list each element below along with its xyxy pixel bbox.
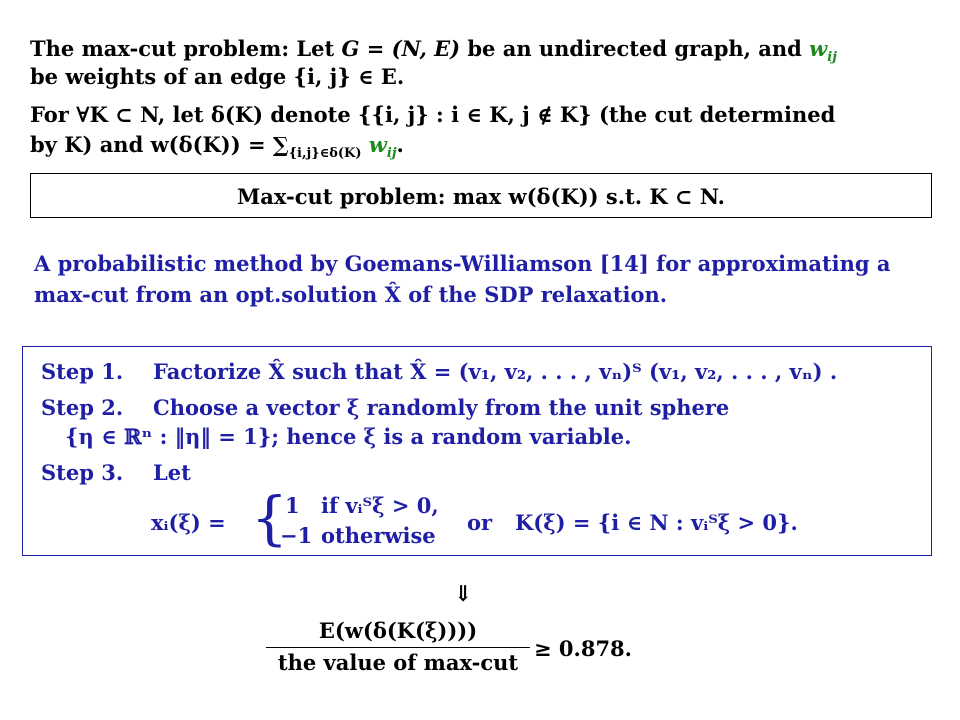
max-cut-problem-box bbox=[30, 173, 932, 218]
intro-line-1 bbox=[30, 36, 837, 66]
step-3-lhs: xᵢ(ξ) = bbox=[151, 510, 226, 535]
steps-box bbox=[22, 346, 932, 556]
sum-term: $w_{ij}$ bbox=[368, 132, 397, 162]
intro-line-3: For ∀K ⊂ N, let δ(K) denote {{i, j} : i ∈ K, j ∉ K} (the cut determined bbox=[30, 102, 836, 127]
case-1-condition: if vᵢᵀξ > 0, bbox=[321, 493, 439, 518]
step-3-label: Step 3. bbox=[41, 460, 124, 485]
step-3-text: Let bbox=[153, 460, 191, 485]
fraction-numerator: E(w(δ(K(ξ)))) bbox=[318, 618, 478, 643]
step-2 bbox=[41, 395, 729, 421]
step-3-rhs: K(ξ) = {i ∈ N : vᵢᵀξ > 0}. bbox=[515, 510, 798, 535]
case-2-condition: otherwise bbox=[321, 523, 436, 548]
intro-line-1-a: The max-cut problem: Let bbox=[30, 36, 342, 61]
or-word: or bbox=[467, 510, 493, 535]
max-cut-problem-text: Max-cut problem: max w(δ(K)) s.t. K ⊂ N. bbox=[237, 184, 725, 209]
step-2-continuation: {η ∈ ℝⁿ : ‖η‖ = 1}; hence ξ is a random variable. bbox=[65, 424, 632, 449]
method-line-2: max-cut from an opt.solution X̂ of the SDP relaxation. bbox=[34, 282, 668, 307]
method-line-1: A probabilistic method by Goemans-Williamson [14] for approximating a bbox=[34, 251, 891, 276]
step-3 bbox=[41, 460, 191, 486]
left-brace-icon: { bbox=[251, 484, 288, 552]
intro-line-4: by K) and $w(\delta(K)) = \sum_{\{i,j\}\in\delta(K)}$ $w_{ij}$. bbox=[30, 132, 404, 162]
graph-definition: G = (N, E) bbox=[341, 36, 461, 61]
step-2-label: Step 2. bbox=[41, 395, 124, 420]
step-1-text: Factorize X̂ such that X̂ = (v₁, v₂, . . . , vₙ)ᵀ (v₁, v₂, . . . , vₙ) . bbox=[153, 359, 838, 384]
ratio-fraction bbox=[266, 618, 530, 676]
fraction-bar bbox=[266, 647, 530, 648]
implies-arrow-icon: ⇓ bbox=[454, 581, 473, 607]
approximation-bound: ≥ 0.878. bbox=[534, 636, 632, 661]
step-2-text: Choose a vector ξ randomly from the unit sphere bbox=[153, 395, 730, 420]
step-1 bbox=[41, 359, 837, 385]
step-1-label: Step 1. bbox=[41, 359, 124, 384]
intro-line-1-b: be an undirected graph, and bbox=[460, 36, 810, 61]
edge-weight-symbol: $w_{ij}$ bbox=[809, 36, 837, 66]
fraction-denominator: the value of max-cut bbox=[277, 650, 519, 675]
case-2-value: −1 bbox=[280, 523, 313, 548]
intro-line-2: be weights of an edge {i, j} ∈ E. bbox=[30, 64, 405, 89]
case-1-value: 1 bbox=[285, 493, 300, 518]
sum-subscript: {i,j}∈δ(K) bbox=[288, 146, 362, 162]
